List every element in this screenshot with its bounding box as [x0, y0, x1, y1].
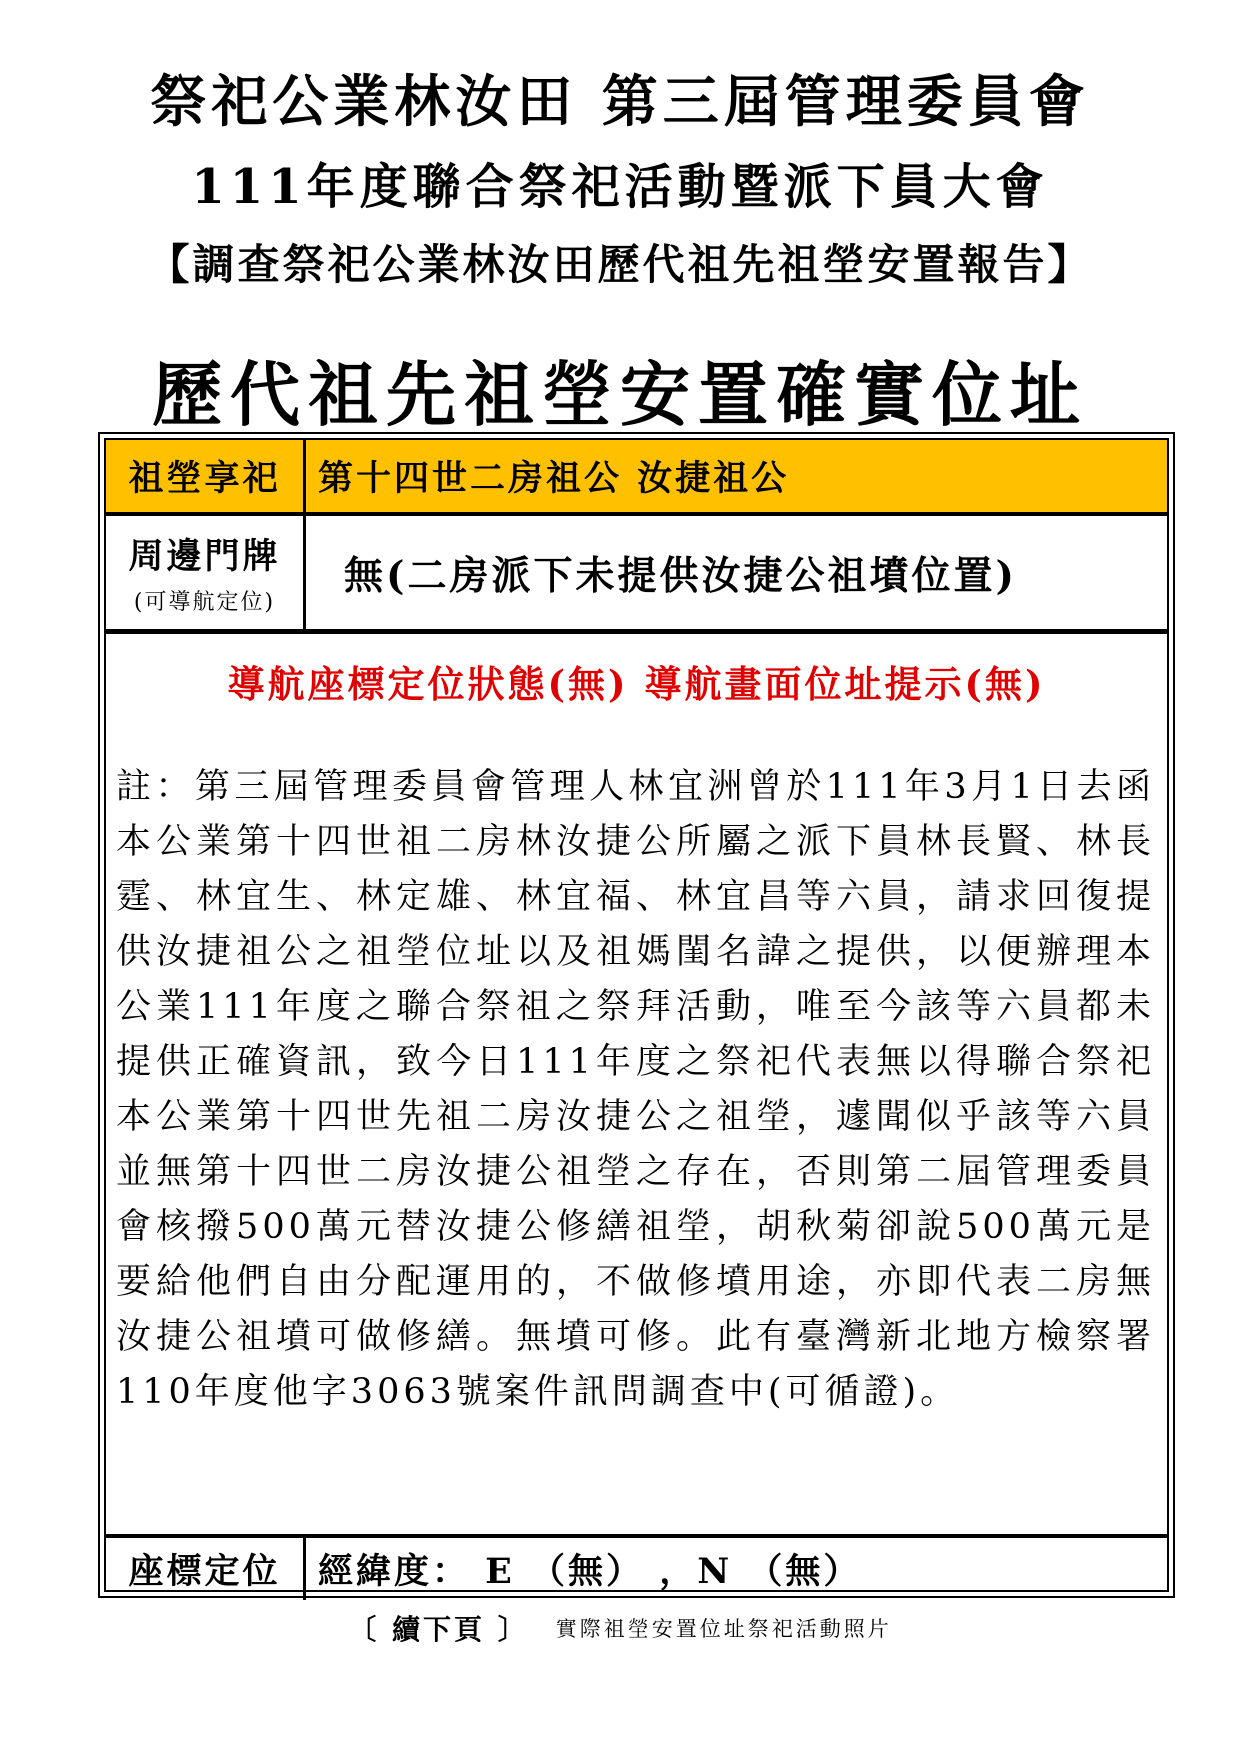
main-heading: 歷代祖先祖塋安置確實位址 [152, 353, 1088, 436]
address-label: 周邊門牌 [128, 536, 281, 577]
coordinates-row [106, 1534, 1167, 1600]
coordinates-label-cell [106, 1538, 306, 1600]
address-label-cell [106, 516, 306, 629]
coordinates-value-cell [306, 1538, 1167, 1600]
ancestor-label-cell [106, 440, 306, 512]
info-table-inner [104, 438, 1169, 1592]
note-row [106, 634, 1167, 1534]
note-paragraph: 註：第三屆管理委員會管理人林宜洲曾於111年3月1日去函本公業第十四世祖二房林汝捷公所屬之派下員林長賢、林長霆、林宜生、林定雄、林宜福、林宜昌等六員，請求回復提供汝捷祖公之祖塋位址以及祖媽閨名諱之提供，以便辦理本公業111年度之聯合祭祖之祭拜活動，唯至今該等六員都未提供正確資訊，致今日111年度之祭祀代表無以得聯合祭祀本公業第十四世先祖二房汝捷公之祖塋，遽聞似乎該等六員並無第十四世二房汝捷公祖塋之存在，否則第二屆管理委員會核撥500萬元替汝捷公修繕祖塋，胡秋菊卻說500萬元是要給他們自由分配運用的，不做修墳用途，亦即代表二房無汝捷公祖墳可做修繕。無墳可修。此有臺灣新北地方檢察署110年度他字3063號案件訊問調查中(可循證)。 [116, 767, 1155, 1412]
address-sublabel: (可導航定位) [133, 590, 276, 615]
document-title: 祭祀公業林汝田 第三屆管理委員會 [150, 69, 1090, 135]
ancestor-value: 第十四世二房祖公 汝捷祖公 [318, 458, 790, 499]
next-page-topic: 實際祖塋安置位址祭祀活動照片 [555, 1617, 892, 1641]
coordinates-value: 經緯度： E （無） ，N （無） [318, 1551, 862, 1592]
navigation-status: 導航座標定位狀態(無) 導航畫面位址提示(無) [227, 662, 1046, 706]
info-table [98, 432, 1175, 1598]
ancestor-label: 祖塋享祀 [128, 458, 281, 499]
continue-next-page: 〔 續下頁 〕 [348, 1613, 529, 1646]
address-value: 無(二房派下未提供汝捷公祖墳位置) [344, 552, 1017, 599]
ancestor-value-cell [306, 440, 1167, 512]
document-subtitle: 111年度聯合祭祀活動暨派下員大會 [191, 159, 1049, 215]
footer [0, 1608, 1240, 1652]
address-row [106, 516, 1167, 634]
address-value-cell [306, 516, 1167, 629]
report-title: 【調查祭祀公業林汝田歷代祖先祖塋安置報告】 [147, 240, 1093, 289]
coordinates-label: 座標定位 [128, 1551, 281, 1592]
ancestor-row [106, 440, 1167, 516]
